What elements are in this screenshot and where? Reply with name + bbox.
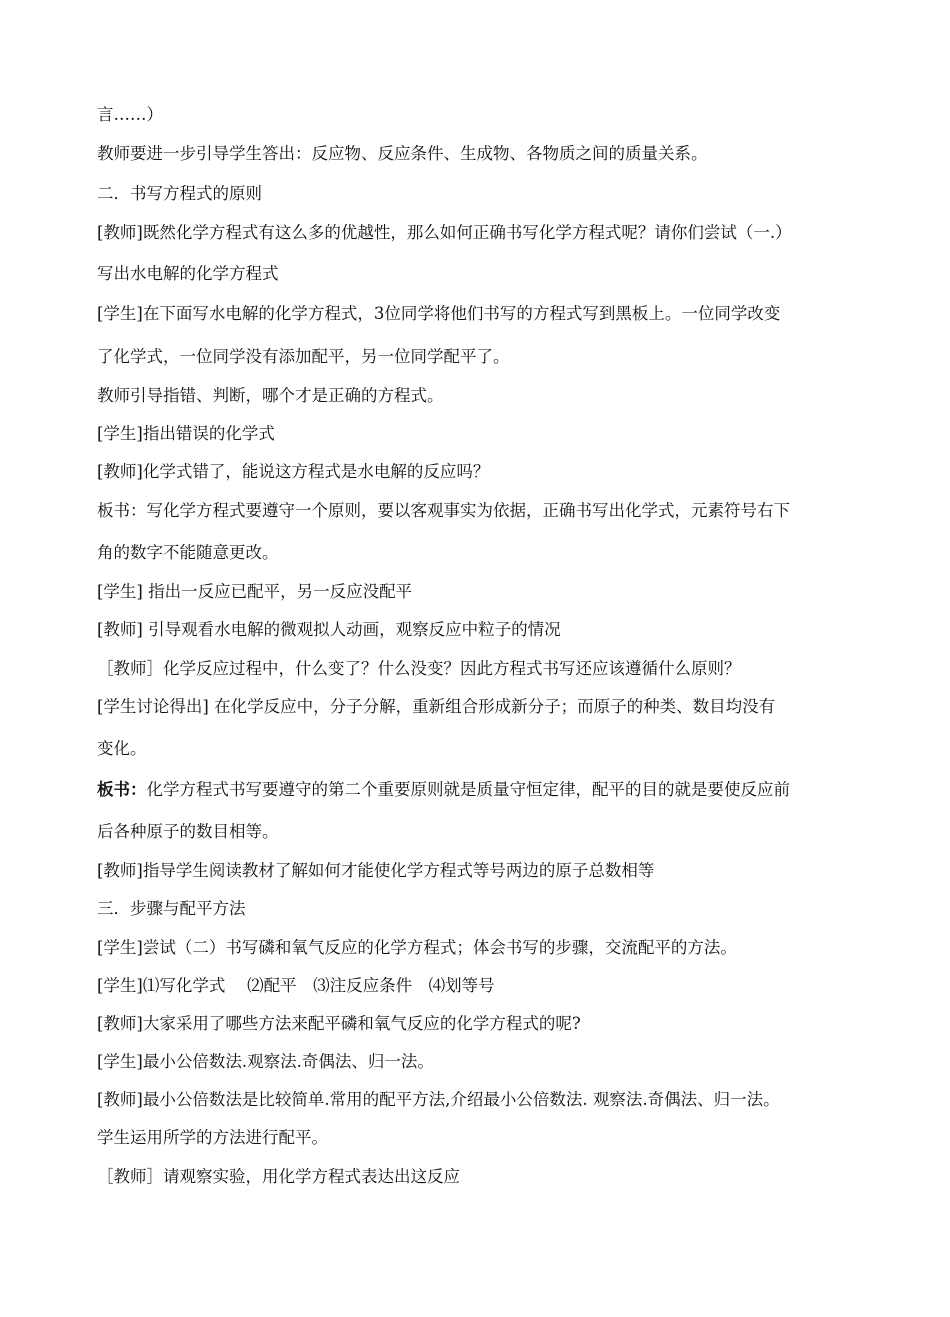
- text-line: [教师]最小公倍数法是比较简单.常用的配平方法,介绍最小公倍数法. 观察法.奇偶法、归一法。: [97, 1090, 780, 1109]
- text-line: 板书：写化学方程式要遵守一个原则，要以客观事实为依据，正确书写出化学式，元素符号右下: [97, 501, 790, 520]
- text-line: 角的数字不能随意更改。: [97, 543, 279, 562]
- text-line: [教师] 引导观看水电解的微观拟人动画，观察反应中粒子的情况: [97, 620, 561, 639]
- text-line: [学生] 指出一反应已配平，另一反应没配平: [97, 582, 413, 601]
- text-line: [教师]化学式错了，能说这方程式是水电解的反应吗？: [97, 462, 490, 481]
- text-line-bold-prefix: [97, 779, 867, 801]
- text-line: 化学方程式书写要遵守的第二个重要原则就是质量守恒定律，配平的目的就是要使反应前: [146, 780, 790, 799]
- text-line: 言……）: [97, 105, 163, 124]
- text-line: [学生讨论得出] 在化学反应中，分子分解，重新组合形成新分子；而原子的种类、数目均没有: [97, 697, 776, 716]
- text-line: 了化学式，一位同学没有添加配平，另一位同学配平了。: [97, 347, 510, 366]
- text-line: [教师]指导学生阅读教材了解如何才能使化学方程式等号两边的原子总数相等: [97, 861, 655, 880]
- section-heading: 三．步骤与配平方法: [97, 899, 246, 918]
- text-line: 写出水电解的化学方程式: [97, 264, 279, 283]
- text-line: 学生运用所学的方法进行配平。: [97, 1128, 328, 1147]
- text-line: [学生]⑴写化学式 ⑵配平 ⑶注反应条件 ⑷划等号: [97, 976, 495, 995]
- text-line: 教师要进一步引导学生答出：反应物、反应条件、生成物、各物质之间的质量关系。: [97, 144, 708, 163]
- text-line: [教师]大家采用了哪些方法来配平磷和氧气反应的化学方程式的呢?: [97, 1014, 581, 1033]
- text-line: [学生]在下面写水电解的化学方程式，3位同学将他们书写的方程式写到黑板上。一位同学改变: [97, 304, 781, 323]
- text-line: [教师]既然化学方程式有这么多的优越性，那么如何正确书写化学方程式呢？请你们尝试（一.）: [97, 223, 792, 242]
- text-line: [学生]尝试（二）书写磷和氧气反应的化学方程式；体会书写的步骤，交流配平的方法。: [97, 938, 737, 957]
- text-line: ［教师］请观察实验，用化学方程式表达出这反应: [97, 1167, 460, 1186]
- text-line: 后各种原子的数目相等。: [97, 822, 279, 841]
- text-line: 教师引导指错、判断，哪个才是正确的方程式。: [97, 386, 444, 405]
- text-line: 变化。: [97, 739, 147, 758]
- text-line: ［教师］化学反应过程中，什么变了？什么没变？因此方程式书写还应该遵循什么原则？: [97, 659, 741, 678]
- text-line: [学生]最小公倍数法.观察法.奇偶法、归一法。: [97, 1052, 434, 1071]
- section-heading: 二．书写方程式的原则: [97, 184, 262, 203]
- text-line: [学生]指出错误的化学式: [97, 424, 275, 443]
- board-label: 板书：: [97, 780, 147, 799]
